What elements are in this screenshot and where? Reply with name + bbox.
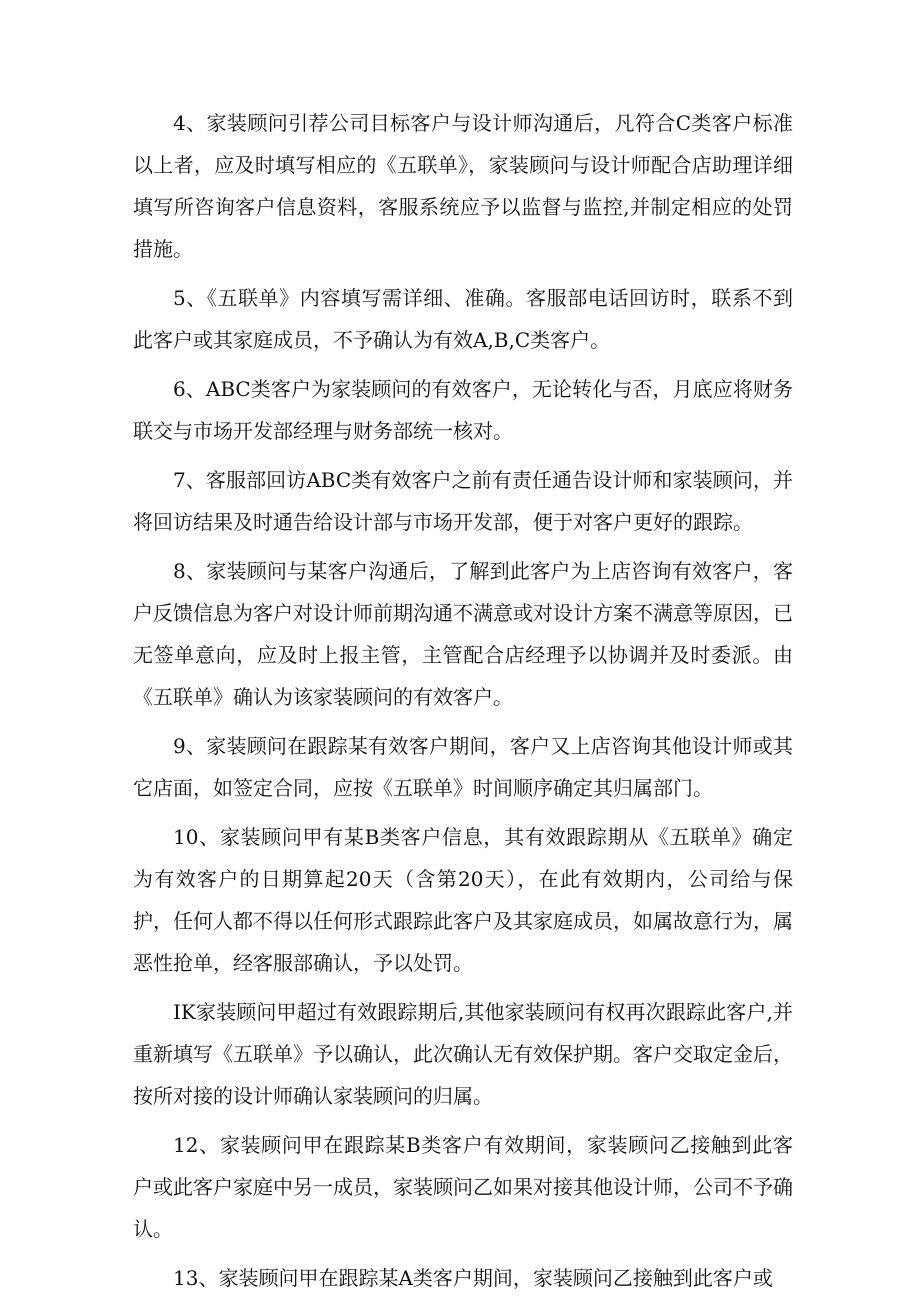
paragraph-8: 8、家装顾问与某客户沟通后，了解到此客户为上店咨询有效客户，客户反馈信息为客户对设计师前期沟通不满意或对设计方案不满意等原因，已无签单意向，应及时上报主管，主管配合店经理予以协调并及时委派。由《五联单》确认为该家装顾问的有效客户。	[133, 559, 793, 709]
paragraph-10: 10、家装顾问甲有某B类客户信息，其有效跟踪期从《五联单》确定为有效客户的日期算起20天（含第20天），在此有效期内，公司给与保护，任何人都不得以任何形式跟踪此客户及其家庭成员，如属故意行为，属恶性抢单，经客服部确认，予以处罚。	[133, 825, 793, 975]
paragraph-12: 12、家装顾问甲在跟踪某B类客户有效期间，家装顾问乙接触到此客户或此客户家庭中另一成员，家装顾问乙如果对接其他设计师，公司不予确认。	[133, 1133, 793, 1241]
paragraph-7: 7、客服部回访ABC类有效客户之前有责任通告设计师和家装顾问，并将回访结果及时通告给设计部与市场开发部，便于对客户更好的跟踪。	[133, 468, 793, 534]
paragraph-4: 4、家装顾问引荐公司目标客户与设计师沟通后，凡符合C类客户标准以上者，应及时填写相应的《五联单》，家装顾问与设计师配合店助理详细填写所咨询客户信息资料，客服系统应予以监督与监控,并制定相应的处罚措施。	[133, 111, 793, 261]
paragraph-13: 13、家装顾问甲在跟踪某A类客户期间，家装顾问乙接触到此客户或	[173, 1266, 773, 1290]
document-body	[133, 102, 793, 1301]
paragraph-11: IK家装顾问甲超过有效跟踪期后,其他家装顾问有权再次跟踪此客户,并重新填写《五联单》予以确认，此次确认无有效保护期。客户交取定金后，按所对接的设计师确认家装顾问的归属。	[133, 1000, 793, 1108]
paragraph-6: 6、ABC类客户为家装顾问的有效客户，无论转化与否，月底应将财务联交与市场开发部经理与财务部统一核对。	[133, 377, 793, 443]
paragraph-5: 5、《五联单》内容填写需详细、准确。客服部电话回访时，联系不到此客户或其家庭成员，不予确认为有效A,B,C类客户。	[133, 286, 793, 352]
paragraph-9: 9、家装顾问在跟踪某有效客户期间，客户又上店咨询其他设计师或其它店面，如签定合同，应按《五联单》时间顺序确定其归属部门。	[133, 734, 793, 800]
